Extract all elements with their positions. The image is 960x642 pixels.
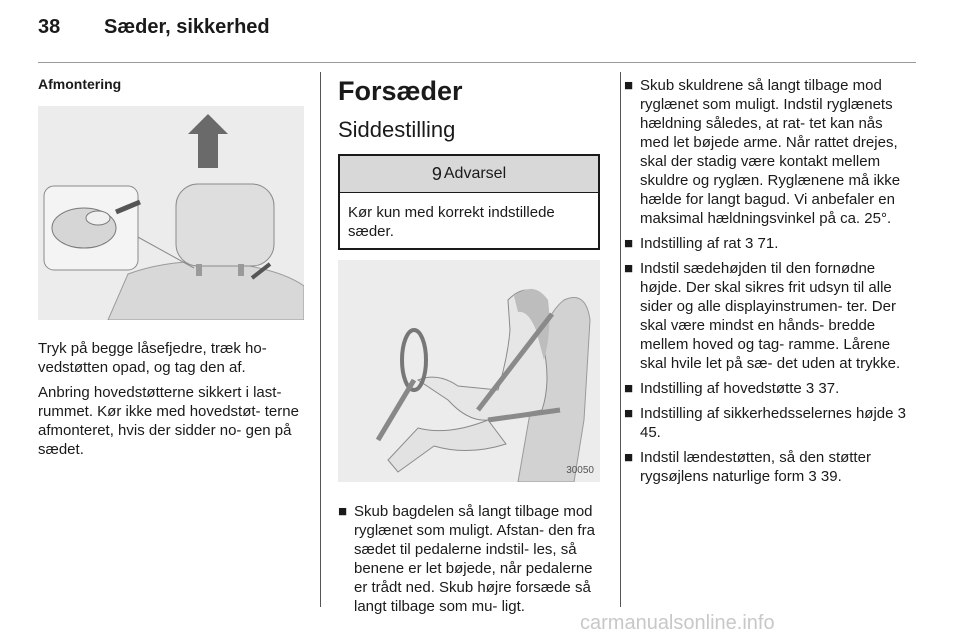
warning-box [338, 154, 600, 250]
bullet-icon: ■ [624, 405, 634, 422]
list-item [624, 404, 914, 442]
list-item-text: Indstil lændestøtten, så den støtter rygsøjlens naturlige form 3 39. [640, 449, 871, 485]
figure-code: 30050 [566, 465, 594, 476]
headrest-removal-illustration [38, 106, 304, 320]
page-number: 38 [38, 16, 61, 38]
section-subtitle: Siddestilling [338, 117, 456, 142]
bullet-icon: ■ [624, 449, 634, 466]
column-headrest-removal [38, 76, 306, 459]
list-item [624, 379, 914, 398]
section-heading: Afmontering [38, 76, 122, 92]
list-item [624, 76, 914, 228]
page-header [38, 16, 918, 50]
warning-icon: 9 [431, 163, 442, 184]
section-title: Forsæder [338, 76, 463, 106]
paragraph: Tryk på begge låsefjedre, træk ho- vedstøtten opad, og tag den af. [38, 340, 267, 376]
list-item-text: Skub bagdelen så langt tilbage mod ryglænet som muligt. Afstan- den fra sædet til pedalerne indstil- les, så benene er let bøjede, når pedalerne er trådt ned. Skub højre forsæde så langt tilbage som mu- ligt. [354, 503, 595, 615]
instruction-list [624, 76, 914, 486]
header-divider [38, 62, 916, 63]
list-item-text: Indstilling af sikkerhedsselernes højde 3 45. [640, 405, 906, 441]
column-front-seats [338, 76, 600, 622]
list-item [624, 234, 914, 253]
list-item-text: Indstil sædehøjden til den fornødne højde. Der skal sikres frit udsyn til alle sider og alle displayinstrumen- ter. Der skal være mindst en hånds- bredde mellem hoved og tag- ramme. Lårene skal hvile let på sæ- det uden at trykke. [640, 260, 901, 372]
bullet-icon: ■ [624, 235, 634, 252]
list-item-text: Skub skuldrene så langt tilbage mod ryglænet som muligt. Indstil ryglænets hældning således, at rat- tet kan nås med let bøjede arme. Når rattet drejes, skal der stadig være kontakt mellem skuldre og ryglæn. Ryglænene må ikke hælde for langt bagud. Vi anbefaler en maksimal hældningsvinkel på ca. 25°. [640, 77, 901, 227]
warning-header [340, 156, 598, 193]
bullet-icon: ■ [624, 260, 634, 277]
warning-label: Advarsel [443, 165, 507, 182]
list-item [624, 448, 914, 486]
column-seat-instructions [624, 76, 914, 492]
bullet-icon: ■ [338, 503, 348, 520]
list-item-text: Indstilling af hovedstøtte 3 37. [640, 380, 840, 397]
watermark: carmanualsonline.info [580, 612, 775, 634]
bullet-icon: ■ [624, 380, 634, 397]
paragraph: Anbring hovedstøtterne sikkert i last- rummet. Kør ikke med hovedstøt- terne afmonteret, hvis der sidder no- gen på sædet. [38, 384, 299, 458]
list-item [338, 502, 600, 616]
page-title: Sæder, sikkerhed [104, 16, 270, 38]
column-divider-1 [320, 72, 321, 607]
list-item-text: Indstilling af rat 3 71. [640, 235, 779, 252]
instruction-list [338, 502, 600, 616]
warning-text: Kør kun med korrekt indstillede sæder. [348, 204, 555, 240]
seating-position-illustration [338, 260, 600, 482]
column-divider-2 [620, 72, 621, 607]
bullet-icon: ■ [624, 77, 634, 94]
list-item [624, 259, 914, 373]
